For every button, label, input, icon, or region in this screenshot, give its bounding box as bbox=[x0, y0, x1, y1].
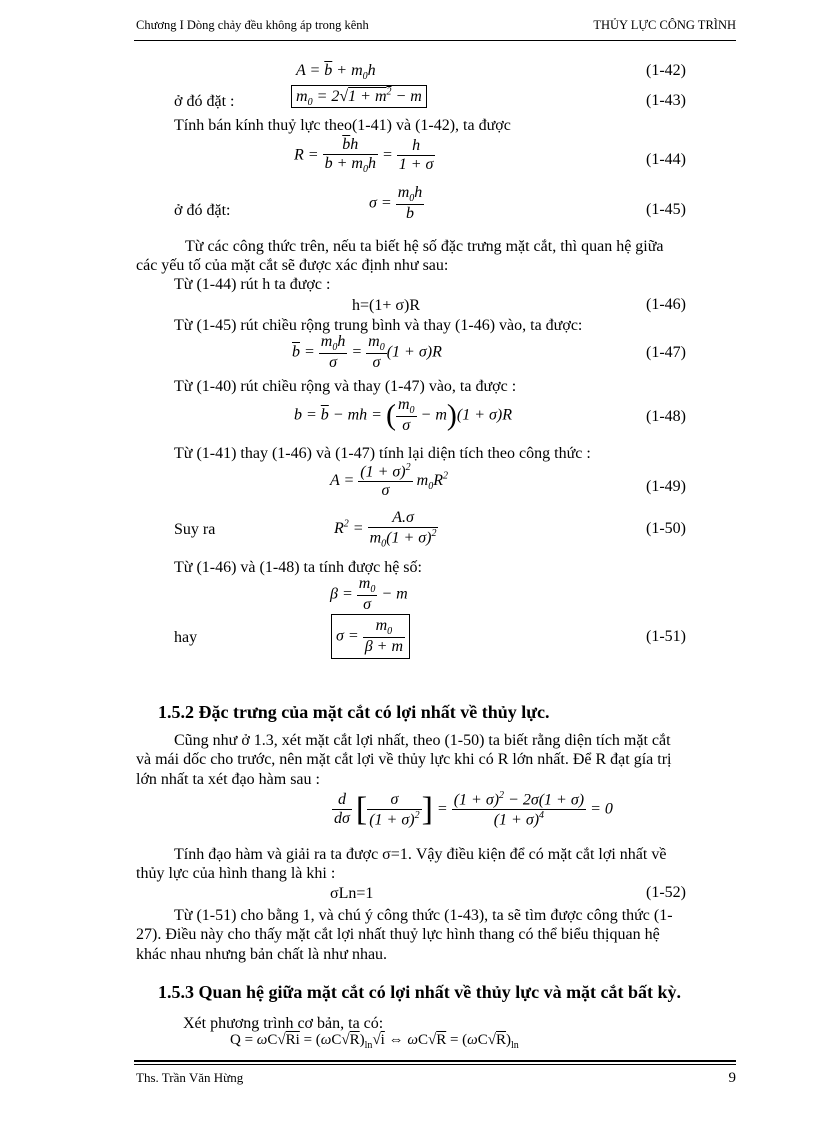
eqnum-1-48: (1-48) bbox=[646, 408, 686, 425]
eqnum-1-42: (1-42) bbox=[646, 62, 686, 79]
equation-1-47: $\overline{b}$ = $\frac{m_0h}{\sigma}$ = $\frac{m_0}{\sigma}$ (1 + σ)R bbox=[292, 333, 442, 372]
paragraph-3-line1: Tính đạo hàm và giải ra ta được σ=1. Vậy điều kiện để có mặt cắt lợi nhất về bbox=[174, 846, 667, 863]
paragraph-4-line3: khác nhau nhưng bản chất là như nhau. bbox=[136, 946, 388, 963]
header-book-title: THỦY LỰC CÔNG TRÌNH bbox=[593, 18, 736, 32]
text-tu-1-44: Từ (1-44) rút h ta được : bbox=[174, 276, 331, 293]
text-o-do-dat: ở đó đặt : bbox=[174, 93, 235, 110]
equation-1-43: $m_0 = 2√1 + m^2 - m$ bbox=[291, 87, 427, 109]
equation-1-51: σ = $\frac{m_0}{\beta + m}$ bbox=[331, 614, 410, 659]
header-chapter: Chương I Dòng chảy đều không áp trong kênh bbox=[136, 18, 369, 32]
text-tinh-ban-kinh: Tính bán kính thuỷ lực theo(1-41) và (1-42), ta được bbox=[174, 117, 511, 134]
paragraph-2-line2: và mái dốc cho trước, nên mặt cắt lợi về thủy lực khi có R lớn nhất. Để R đạt gía trị bbox=[136, 751, 672, 768]
equation-1-45: σ = $\frac{m_0h}{b}$ bbox=[369, 184, 423, 223]
page-header bbox=[136, 18, 736, 38]
eqnum-1-50: (1-50) bbox=[646, 520, 686, 537]
text-suy-ra: Suy ra bbox=[174, 521, 216, 538]
footer-rule-thin bbox=[134, 1064, 736, 1065]
equation-derivative: $\frac{d}{d\sigma}$ [ $\frac{\sigma}{(1 + \sigma)^2}$ ] = $\frac{(1 + \sigma)^2 - 2\sigma(1 + \sigma)}{(1 + \sigma)^4}$ = 0 bbox=[334, 790, 613, 829]
section-heading-1-5-3: 1.5.3 Quan hệ giữa mặt cắt có lợi nhất về thủy lực và mặt cắt bất kỳ. bbox=[158, 982, 682, 1002]
page-number: 9 bbox=[728, 1070, 736, 1086]
section-heading-1-5-2: 1.5.2 Đặc trưng của mặt cắt có lợi nhất về thủy lực. bbox=[158, 702, 550, 722]
equation-1-52: σLn=1 bbox=[330, 885, 374, 902]
eqnum-1-47: (1-47) bbox=[646, 344, 686, 361]
eqnum-1-49: (1-49) bbox=[646, 478, 686, 495]
paragraph-2-line1: Cũng như ở 1.3, xét mặt cắt lợi nhất, theo (1-50) ta biết rằng diện tích mặt cắt bbox=[174, 732, 671, 749]
text-tu-1-40: Từ (1-40) rút chiều rộng và thay (1-47) vào, ta được : bbox=[174, 378, 517, 395]
paragraph-4-line1: Từ (1-51) cho bằng 1, và chú ý công thức (1-43), ta sẽ tìm được công thức (1- bbox=[174, 907, 673, 924]
equation-basic: $Q = \omega C√Ri = (\omega C√R)_{ln}√i$ ⇔ $\omega C√R = (\omega C√R)_{ln}$ bbox=[230, 1032, 519, 1051]
eqnum-1-46: (1-46) bbox=[646, 296, 686, 313]
header-rule bbox=[134, 40, 736, 41]
text-xet-phuong-trinh: Xét phương trình cơ bản, ta có: bbox=[183, 1015, 384, 1032]
equation-1-42: $A = \overline{b} + m_0h$ bbox=[296, 62, 376, 83]
equation-1-50: $R^2$ = $\frac{A.\sigma}{m_0(1 + \sigma)^2}$ bbox=[334, 509, 437, 550]
equation-1-44: R = $\frac{\overline{b}h}{\overline{b} + m_0h}$ = $\frac{h}{1 + \sigma}$ bbox=[294, 136, 434, 176]
text-o-do-dat-2: ở đó đặt: bbox=[174, 202, 231, 219]
equation-1-49: A = $\frac{(1 + \sigma)^2}{\sigma}$ $m_0R^2$ bbox=[330, 462, 448, 500]
eqnum-1-51: (1-51) bbox=[646, 628, 686, 645]
page-footer bbox=[136, 1070, 736, 1086]
paragraph-3-line2: thủy lực của hình thang là khi : bbox=[136, 865, 336, 882]
footer-rule-thick bbox=[134, 1060, 736, 1062]
text-tu-1-41: Từ (1-41) thay (1-46) và (1-47) tính lại diện tích theo công thức : bbox=[174, 445, 591, 462]
eqnum-1-52: (1-52) bbox=[646, 884, 686, 901]
equation-1-48: $b = \overline{b}$ − mh = ( $\frac{m_0}{\sigma}$ − m)(1 + σ)R bbox=[294, 396, 512, 435]
eqnum-1-43: (1-43) bbox=[646, 92, 686, 109]
equation-1-46: h=(1+ σ)R bbox=[352, 297, 420, 314]
eqnum-1-44: (1-44) bbox=[646, 151, 686, 168]
equation-beta: β = $\frac{m_0}{\sigma}$ − m bbox=[330, 575, 408, 614]
text-tu-1-46-1-48: Từ (1-46) và (1-48) ta tính được hệ số: bbox=[174, 559, 422, 576]
paragraph-2-line3: lớn nhất ta xét đạo hàm sau : bbox=[136, 771, 320, 788]
text-tu-1-45: Từ (1-45) rút chiều rộng trung bình và thay (1-46) vào, ta được: bbox=[174, 317, 583, 334]
paragraph-4-line2: 27). Điều này cho thấy mặt cắt lợi nhất thuỷ lực hình thang có thể biểu thịquan hệ bbox=[136, 926, 660, 943]
paragraph-1-line1: Từ các công thức trên, nếu ta biết hệ số đặc trưng mặt cắt, thì quan hệ giữa bbox=[185, 238, 664, 255]
text-hay: hay bbox=[174, 629, 198, 646]
eqnum-1-45: (1-45) bbox=[646, 201, 686, 218]
footer-author: Ths. Trần Văn Hừng bbox=[136, 1070, 244, 1085]
paragraph-1-line2: các yếu tố của mặt cắt sẽ được xác định như sau: bbox=[136, 257, 449, 274]
